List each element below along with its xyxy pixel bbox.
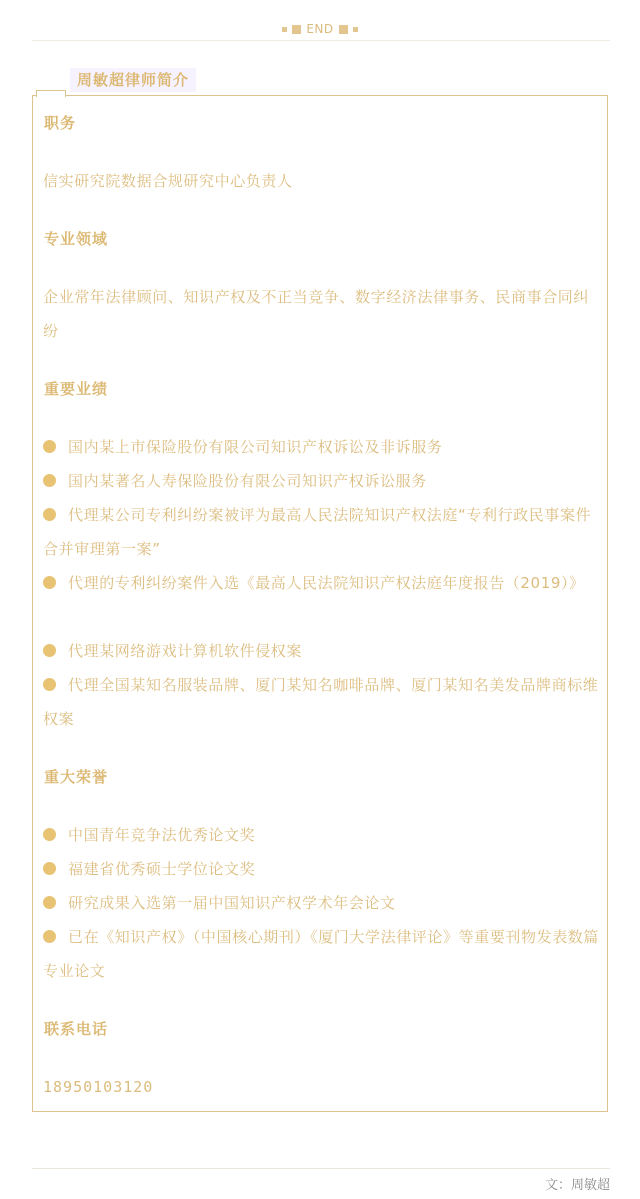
end-square-icon — [339, 25, 348, 34]
end-square-icon — [282, 27, 287, 32]
bullet-dot-icon — [43, 828, 56, 841]
bullet-dot-icon — [43, 930, 56, 943]
list-item: 代理全国某知名服装品牌、厦门某知名咖啡品牌、厦门某知名美发品牌商标维权案 — [43, 676, 599, 728]
position-text: 信实研究院数据合规研究中心负责人 — [43, 172, 293, 190]
bullet-dot-icon — [43, 576, 56, 589]
list-item: 代理的专利纠纷案件入选《最高人民法院知识产权法庭年度报告（2019）》 — [43, 566, 599, 600]
end-square-icon — [353, 27, 358, 32]
divider — [32, 40, 610, 41]
list-item: 已在《知识产权》（中国核心期刊）《厦门大学法律评论》等重要刊物发表数篇专业论文 — [43, 928, 600, 980]
section-heading-contact: 联系电话 — [44, 1020, 109, 1038]
list-item: 中国青年竞争法优秀论文奖 — [43, 818, 599, 852]
section-heading-honors: 重大荣誉 — [44, 768, 109, 786]
section-heading-position: 职务 — [44, 114, 77, 132]
expertise-text: 企业常年法律顾问、知识产权及不正当竞争、数字经济法律事务、民商事合同纠纷 — [43, 288, 590, 340]
title-tab-decoration — [36, 90, 66, 97]
divider — [32, 1168, 610, 1169]
end-square-icon — [292, 25, 301, 34]
bullet-dot-icon — [43, 678, 56, 691]
bullet-dot-icon — [43, 862, 56, 875]
bullet-dot-icon — [43, 644, 56, 657]
bullet-dot-icon — [43, 508, 56, 521]
list-item: 代理某公司专利纠纷案被评为最高人民法院知识产权法庭“专利行政民事案件合并审理第一案” — [43, 506, 592, 558]
bullet-dot-icon — [43, 474, 56, 487]
bullet-dot-icon — [43, 440, 56, 453]
list-item: 国内某著名人寿保险股份有限公司知识产权诉讼服务 — [43, 464, 599, 498]
end-label: END — [306, 22, 334, 36]
list-item: 代理某网络游戏计算机软件侵权案 — [43, 634, 599, 668]
contact-phone: 18950103120 — [43, 1078, 154, 1096]
bullet-dot-icon — [43, 896, 56, 909]
author-credit: 文：周敏超 — [544, 1178, 610, 1193]
list-item: 国内某上市保险股份有限公司知识产权诉讼及非诉服务 — [43, 430, 599, 464]
list-item: 研究成果入选第一届中国知识产权学术年会论文 — [43, 886, 599, 920]
end-mark — [0, 18, 640, 40]
section-heading-achievements: 重要业绩 — [44, 380, 109, 398]
list-item: 福建省优秀硕士学位论文奖 — [43, 852, 599, 886]
section-heading-expertise: 专业领域 — [44, 230, 109, 248]
profile-title: 周敏超律师简介 — [70, 68, 196, 92]
